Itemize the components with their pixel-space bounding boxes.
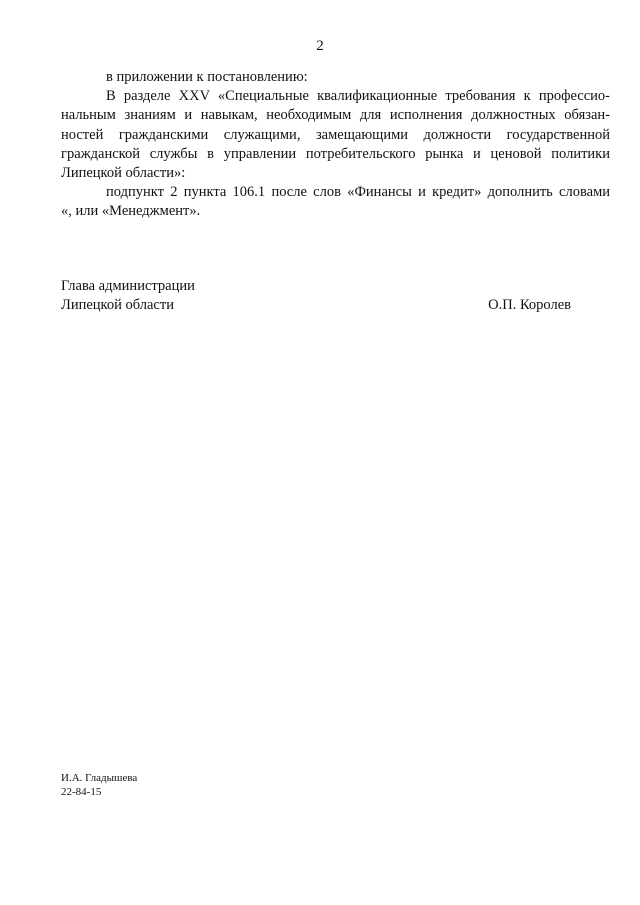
footer-block [61, 771, 137, 799]
page-number: 2 [316, 38, 324, 54]
document-body [61, 68, 610, 222]
signature-block [61, 277, 571, 315]
text-line: В разделе XXV «Специальные квалификационные требования к профессио- [106, 88, 610, 105]
signatory-position-line1: Глава администрации [61, 278, 195, 294]
text-line: ностей гражданскими служащими, замещающими должности государственной [61, 126, 610, 143]
paragraph-1 [61, 68, 610, 87]
executor-name: И.А. Гладышева [61, 772, 138, 784]
text-line: нальным знаниям и навыкам, необходимым для исполнения должностных обязан- [61, 107, 610, 124]
text-line: гражданской службы в управлении потребительского рынка и ценовой политики [61, 145, 610, 162]
text-line: «, или «Менеджмент». [61, 203, 201, 220]
text-line: Липецкой области»: [61, 165, 186, 182]
signatory-position-line2: Липецкой области [61, 297, 174, 314]
executor-phone: 22-84-15 [61, 786, 102, 798]
signatory-name: О.П. Королев [488, 297, 571, 314]
text-line: в приложении к постановлению: [106, 69, 308, 85]
text-line: подпункт 2 пункта 106.1 после слов «Финансы и кредит» дополнить словами [106, 184, 610, 201]
paragraph-3 [61, 183, 610, 221]
signature-row-1 [61, 277, 571, 296]
signature-row-2 [61, 296, 571, 315]
paragraph-2 [61, 87, 610, 183]
